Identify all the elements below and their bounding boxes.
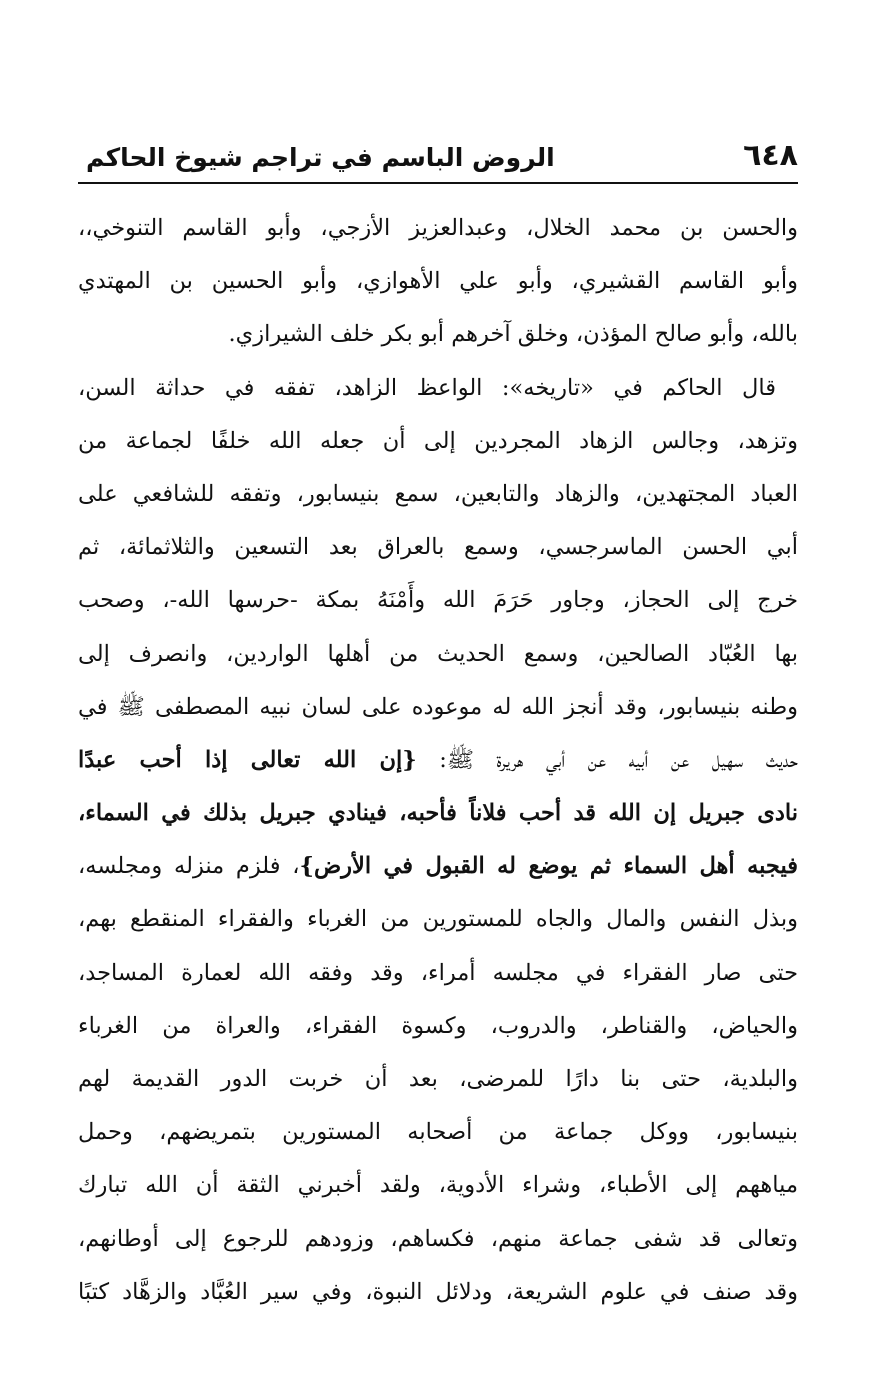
text-line <box>78 840 798 893</box>
page-header <box>78 128 798 184</box>
line-text: العباد المجتهدين، والزهاد والتابعين، سمع بنيسابور، وتفقه للشافعي على <box>78 480 798 507</box>
line-text: وقد صنف في علوم الشريعة، ودلائل النبوة، وفي سير العُبَّاد والزهَّاد كتبًا <box>78 1278 798 1305</box>
text-line <box>78 468 798 521</box>
line-text: والبلدية، حتى بنا دارًا للمرضى، بعد أن خربت الدور القديمة لهم <box>78 1066 798 1092</box>
text-line <box>78 255 798 308</box>
line-text: حديث سهيل عن أبيه عن أبي هريرة ﷺ: <box>416 746 798 773</box>
text-line <box>78 1213 798 1266</box>
line-text: وبذل النفس والمال والجاه للمستورين من الغرباء والفقراء المنقطع بهم، <box>78 906 798 933</box>
text-line <box>78 734 798 787</box>
line-text: حتى صار الفقراء في مجلسه أمراء، وقد وفقه الله لعمارة المساجد، <box>78 959 798 986</box>
text-line <box>78 1159 798 1212</box>
line-text: مياههم إلى الأطباء، وشراء الأدوية، ولقد أخبرني الثقة أن الله تبارك <box>78 1172 798 1199</box>
line-text: قال الحاكم في «تاريخه»: الواعظ الزاهد، تفقه في حداثة السن، <box>78 374 776 401</box>
line-text: بنيسابور، ووكل جماعة من أصحابه المستورين بتمريضهم، وحمل <box>78 1119 798 1146</box>
line-text: أبي الحسن الماسرجسي، وسمع بالعراق بعد التسعين والثلاثمائة، ثم <box>78 534 798 561</box>
text-line <box>78 1266 798 1319</box>
text-line <box>78 1053 798 1106</box>
line-text: خرج إلى الحجاز، وجاور حَرَمَ الله وأَمْنَهُ بمكة -حرسها الله-، وصحب <box>78 587 798 614</box>
line-text: والحسن بن محمد الخلال، وعبدالعزيز الأزجي، وأبو القاسم التنوخي،، <box>78 215 798 241</box>
line-text: ، فلزم منزله ومجلسه، <box>78 853 300 880</box>
text-line <box>78 202 798 255</box>
body-text <box>78 202 798 1319</box>
text-line <box>78 947 798 1000</box>
text-line <box>78 1000 798 1053</box>
text-line <box>78 362 798 415</box>
running-title: الروض الباسم في تراجم شيوخ الحاكم <box>86 143 555 172</box>
hadith-quote-text: نادى جبريل إن الله قد أحب فلاناً فأحبه، فينادي جبريل بذلك في السماء، <box>78 800 798 827</box>
hadith-quote-text: فيجبه أهل السماء ثم يوضع له القبول في الأرض} <box>299 853 798 880</box>
line-text: بالله، وأبو صالح المؤذن، وخلق آخرهم أبو بكر خلف الشيرازي. <box>228 321 798 348</box>
text-line <box>78 574 798 627</box>
text-line <box>78 415 798 468</box>
header-rule <box>78 182 798 184</box>
line-text: وتزهد، وجالس الزهاد المجردين إلى أن جعله الله خلفًا لجماعة من <box>78 427 798 454</box>
text-line <box>78 628 798 681</box>
text-line <box>78 308 798 361</box>
text-line <box>78 681 798 734</box>
page-number: ٦٤٨ <box>743 138 798 173</box>
line-text: والحياض، والقناطر، والدروب، وكسوة الفقراء، والعراة من الغرباء <box>78 1012 798 1039</box>
line-text: وتعالى قد شفى جماعة منهم، فكساهم، وزودهم للرجوع إلى أوطانهم، <box>78 1225 798 1252</box>
line-text: وطنه بنيسابور، وقد أنجز الله له موعوده على لسان نبيه المصطفى ﷺ في <box>78 693 798 720</box>
text-line <box>78 893 798 946</box>
line-text: بها العُبّاد الصالحين، وسمع الحديث من أهلها الواردين، وانصرف إلى <box>78 640 798 667</box>
text-line <box>78 787 798 840</box>
line-text: وأبو القاسم القشيري، وأبو علي الأهوازي، وأبو الحسين بن المهتدي <box>78 268 798 295</box>
text-line <box>78 521 798 574</box>
hadith-quote-text: {إن الله تعالى إذا أحب عبدًا <box>78 746 417 773</box>
text-line <box>78 1106 798 1159</box>
